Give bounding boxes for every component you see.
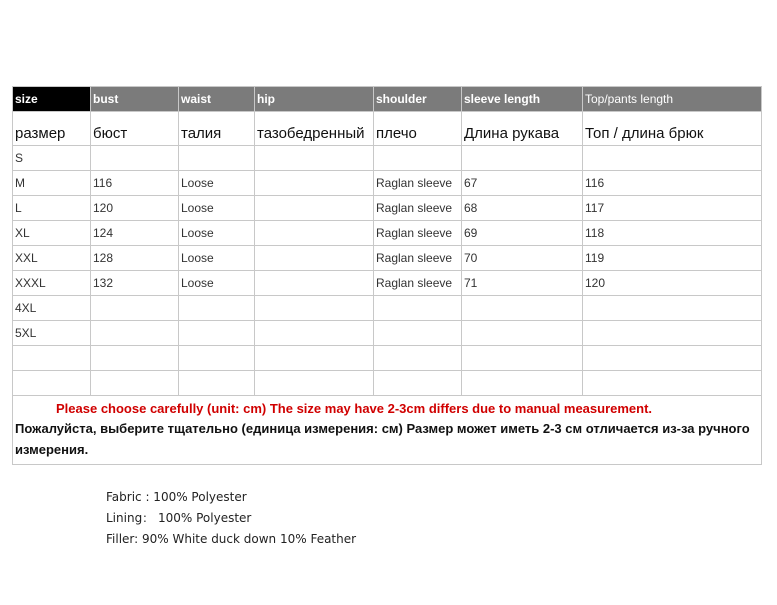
table-cell xyxy=(462,371,583,396)
table-cell: XL xyxy=(13,221,91,246)
fabric-text: Fabric : 100% Polyester xyxy=(106,490,247,504)
table-row xyxy=(13,371,762,396)
table-cell: 71 xyxy=(462,271,583,296)
table-row xyxy=(13,221,762,246)
table-cell xyxy=(255,296,374,321)
table-cell xyxy=(91,346,179,371)
table-cell xyxy=(374,321,462,346)
table-row xyxy=(13,196,762,221)
table-cell xyxy=(462,346,583,371)
table-cell: 4XL xyxy=(13,296,91,321)
table-row xyxy=(13,346,762,371)
table-cell: Raglan sleeve xyxy=(374,271,462,296)
table-cell: 120 xyxy=(583,271,762,296)
table-row xyxy=(13,321,762,346)
table-cell xyxy=(255,271,374,296)
table-cell xyxy=(91,371,179,396)
table-cell xyxy=(91,296,179,321)
table-cell: 128 xyxy=(91,246,179,271)
header-shoulder: shoulder xyxy=(374,87,462,112)
table-cell xyxy=(255,196,374,221)
table-cell xyxy=(583,371,762,396)
table-cell xyxy=(179,321,255,346)
table-cell xyxy=(255,346,374,371)
table-cell xyxy=(179,146,255,171)
table-cell: 69 xyxy=(462,221,583,246)
table-row xyxy=(13,146,762,171)
table-row xyxy=(13,171,762,196)
table-cell: Loose xyxy=(179,271,255,296)
table-cell xyxy=(462,321,583,346)
header-ru-top-pants-length: Топ / длина брюк xyxy=(583,112,762,146)
header-top-pants-length: Top/pants length xyxy=(583,87,762,112)
table-cell: 67 xyxy=(462,171,583,196)
table-cell: Loose xyxy=(179,246,255,271)
measurement-note-en: Please choose carefully (unit: cm) The size may have 2-3cm differs due to manual measurement. xyxy=(56,401,653,416)
table-cell: L xyxy=(13,196,91,221)
table-cell: 68 xyxy=(462,196,583,221)
table-cell: XXXL xyxy=(13,271,91,296)
table-cell xyxy=(179,371,255,396)
table-cell: Raglan sleeve xyxy=(374,221,462,246)
table-cell: Raglan sleeve xyxy=(374,246,462,271)
table-cell: Loose xyxy=(179,196,255,221)
table-cell xyxy=(583,146,762,171)
header-size: size xyxy=(13,87,91,112)
header-hip: hip xyxy=(255,87,374,112)
table-row xyxy=(13,271,762,296)
table-cell xyxy=(374,296,462,321)
table-cell xyxy=(255,246,374,271)
filler-text: Filler: 90% White duck down 10% Feather xyxy=(106,532,357,546)
header-waist: waist xyxy=(179,87,255,112)
table-cell: 117 xyxy=(583,196,762,221)
table-cell: 5XL xyxy=(13,321,91,346)
table-cell xyxy=(179,346,255,371)
table-cell xyxy=(374,371,462,396)
table-cell xyxy=(583,296,762,321)
header-ru-hip: тазобедренный xyxy=(255,112,374,146)
table-cell: S xyxy=(13,146,91,171)
table-cell xyxy=(583,321,762,346)
header-ru-bust: бюст xyxy=(91,112,179,146)
table-cell xyxy=(462,146,583,171)
table-cell xyxy=(13,346,91,371)
table-cell: 116 xyxy=(91,171,179,196)
table-cell: 118 xyxy=(583,221,762,246)
table-cell xyxy=(179,296,255,321)
table-row xyxy=(13,296,762,321)
header-bust: bust xyxy=(91,87,179,112)
materials-info xyxy=(106,487,356,550)
table-cell: 70 xyxy=(462,246,583,271)
table-cell xyxy=(583,346,762,371)
table-cell: Raglan sleeve xyxy=(374,171,462,196)
table-cell xyxy=(13,371,91,396)
table-cell: XXL xyxy=(13,246,91,271)
table-cell: 116 xyxy=(583,171,762,196)
table-cell xyxy=(374,146,462,171)
table-cell xyxy=(91,146,179,171)
table-cell: 119 xyxy=(583,246,762,271)
table-cell xyxy=(255,371,374,396)
table-cell: 132 xyxy=(91,271,179,296)
header-ru-sleeve-length: Длина рукава xyxy=(462,112,583,146)
header-ru-size: размер xyxy=(13,112,91,146)
table-cell: 124 xyxy=(91,221,179,246)
table-row xyxy=(13,246,762,271)
table-cell xyxy=(255,171,374,196)
table-cell xyxy=(255,321,374,346)
table-cell xyxy=(255,146,374,171)
header-ru-waist: талия xyxy=(179,112,255,146)
table-cell xyxy=(91,321,179,346)
table-cell: Loose xyxy=(179,171,255,196)
lining-text: Lining： 100% Polyester xyxy=(106,511,252,525)
table-cell: Loose xyxy=(179,221,255,246)
table-cell xyxy=(374,346,462,371)
table-cell xyxy=(462,296,583,321)
measurement-note-ru: Пожалуйста, выберите тщательно (единица измерения: см) Размер может иметь 2-3 см отличается из-за ручного измерения. xyxy=(15,421,750,457)
table-cell: 120 xyxy=(91,196,179,221)
table-cell xyxy=(255,221,374,246)
note-cell xyxy=(13,396,762,465)
note-row xyxy=(13,396,762,465)
table-cell: M xyxy=(13,171,91,196)
header-row-ru xyxy=(13,112,762,146)
header-ru-shoulder: плечо xyxy=(374,112,462,146)
header-sleeve-length: sleeve length xyxy=(462,87,583,112)
table-cell: Raglan sleeve xyxy=(374,196,462,221)
size-chart-table xyxy=(12,86,762,465)
header-row-en xyxy=(13,87,762,112)
